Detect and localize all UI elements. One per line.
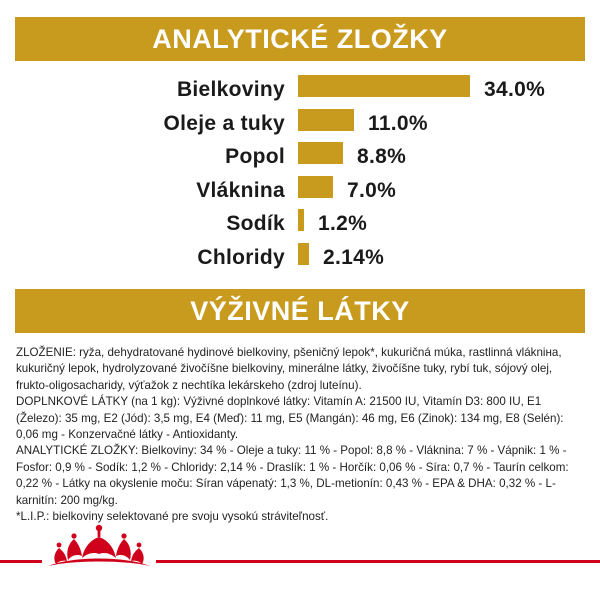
nutrient-row <box>0 74 600 106</box>
additives-text: DOPLNKOVÉ LÁTKY (na 1 kg): Výživné doplnkové látky: Vitamín A: 21500 IU, Vitamín D3: 800 IU, E1 (Železo): 35 mg, E2 (Jód): 3,5 mg, E4 (Meď): 11 mg, E5 (Mangán): 46 mg, E6 (Zinok): 134 mg, E8 (Selén): 0,06 mg - Konzervačné látky - Antioxidanty. <box>16 395 564 442</box>
nutrient-name: Chloridy <box>197 246 285 269</box>
ingredients-text: ZLOŽENIE: ryža, dehydratované hydinové bielkoviny, pšeničný lepok*, kukuričná múka, rastlinná vlákniна, kukuričný lepok, hydrolyzované živočíšne bielkoviny, minerálne látky, živočíšne tuky, rybí tuk, sójový olej, frukto-oligosacharidy, výťažok z nechtíka lekárskeho (zdroj luteínu). <box>16 346 562 392</box>
nutrient-bar <box>298 109 354 131</box>
nutrient-value: 8.8% <box>357 145 407 169</box>
analytical-components-title: ANALYTICKÉ ZLOŽKY <box>152 23 448 54</box>
analytical-components-banner <box>15 17 585 61</box>
nutrient-name: Bielkoviny <box>176 78 285 101</box>
composition-text <box>16 345 588 525</box>
footer-red-line-left <box>0 560 42 563</box>
footnote-text: *L.I.P.: bielkoviny selektované pre svoju vysokú stráviteľnosť. <box>16 510 329 524</box>
nutrient-row <box>0 242 600 274</box>
nutrient-name: Vláknina <box>196 178 285 202</box>
royal-canin-crown-icon <box>44 522 154 584</box>
nutrient-bar <box>298 243 309 265</box>
nutrient-row <box>0 208 600 240</box>
nutrients-title: VÝŽIVNÉ LÁTKY <box>190 295 410 326</box>
nutrient-row <box>0 175 600 207</box>
nutrient-name: Popol <box>225 145 285 169</box>
nutrient-value: 1.2% <box>318 212 368 236</box>
nutrient-name: Sodík <box>226 212 285 236</box>
nutrient-name: Oleje a tuky <box>163 111 285 135</box>
nutrient-bar <box>298 142 343 164</box>
nutrient-bar <box>298 75 470 97</box>
nutrient-value: 7.0% <box>347 178 397 202</box>
nutrient-bar <box>298 209 304 231</box>
footer-red-line-right <box>156 560 600 563</box>
nutrient-value: 11.0% <box>368 111 428 135</box>
nutrient-value: 34.0% <box>484 78 546 101</box>
nutrient-row <box>0 141 600 173</box>
nutrient-row <box>0 108 600 140</box>
nutrients-banner <box>15 289 585 333</box>
nutrient-value: 2.14% <box>323 246 385 269</box>
nutrient-bar <box>298 176 333 198</box>
analytical-text: ANALYTICKÉ ZLOŽKY: Bielkoviny: 34 % - Oleje a tuky: 11 % - Popol: 8,8 % - Vláknina: 7 % - Vápnik: 1 % - Fosfor: 0,9 % - Sodík: 1,2 % - Chloridy: 2,14 % - Draslík: 1 % - Horčík: 0,06 % - Síra: 0,7 % - Taurín celkom: 0,22 % - Látky na okyslenie moču: Síran vápenatý: 1,3 %, DL-metionín: 0,43 % - EPA & DHA: 0,32 % - L-karnitín: 200 mg/kg. <box>16 444 569 507</box>
